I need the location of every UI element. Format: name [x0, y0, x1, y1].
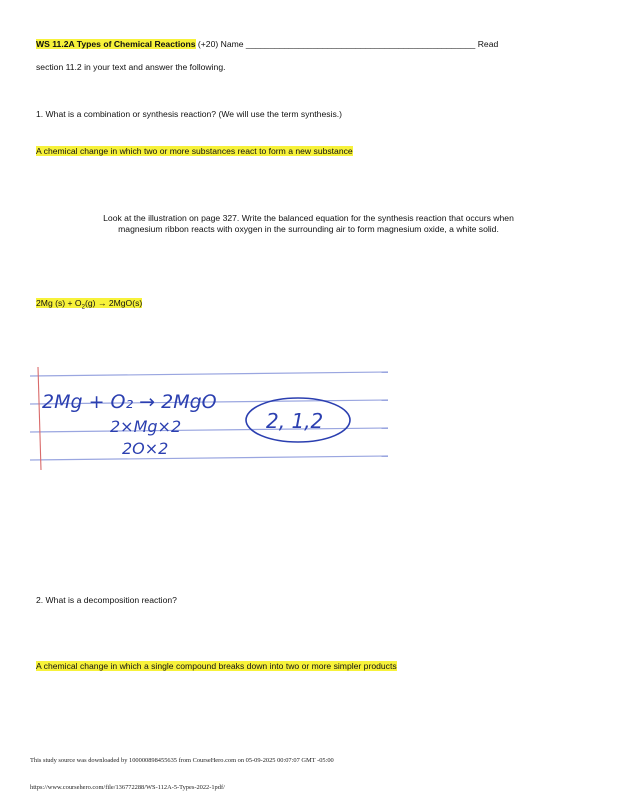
equation-highlight — [36, 298, 143, 311]
equation-left: 2Mg (s) + O — [36, 298, 82, 308]
handwriting-line-2: 2×Mg×2 — [110, 417, 182, 436]
prompt-line-2: magnesium ribbon reacts with oxygen in the surrounding air to form magnesium oxide, a white solid. — [118, 224, 499, 234]
balanced-equation — [36, 298, 142, 314]
answer-2 — [36, 661, 397, 672]
question-1: 1. What is a combination or synthesis reaction? (We will use the term synthesis.) — [36, 109, 342, 119]
illustration-prompt — [36, 213, 581, 235]
download-notice: This study source was downloaded by 100000898455635 from CourseHero.com on 05-09-2025 00:07:07 GMT -05:00 — [30, 757, 334, 764]
handwriting-line-3: 2O×2 — [122, 439, 169, 458]
handwritten-work-image — [30, 362, 390, 472]
points: (+20) — [197, 39, 219, 49]
answer-2-highlight: A chemical change in which a single compound breaks down into two or more simpler products — [36, 661, 397, 671]
worksheet-title: WS 11.2A Types of Chemical Reactions — [36, 39, 196, 49]
answer-1-highlight: A chemical change in which two or more substances react to form a new substance — [36, 146, 353, 156]
prompt-line-1: Look at the illustration on page 327. Write the balanced equation for the synthesis reaction that occurs when — [103, 213, 514, 223]
handwriting-line-1: 2Mg + O₂ → 2MgO — [42, 391, 217, 413]
margin-line — [38, 367, 41, 470]
source-url[interactable]: https://www.coursehero.com/file/136772288/WS-112A-5-Types-2022-1pdf/ — [30, 784, 225, 791]
name-field-label: Name ________________________________________________ Read — [220, 39, 499, 49]
instructions-line: section 11.2 in your text and answer the following. — [36, 62, 226, 72]
question-2: 2. What is a decomposition reaction? — [36, 595, 177, 605]
header-line — [36, 39, 498, 50]
paper-line — [30, 372, 388, 376]
answer-1 — [36, 146, 353, 157]
paper-line — [30, 428, 388, 432]
equation-right: (g) → 2MgO(s) — [84, 298, 143, 308]
paper-line — [30, 456, 388, 460]
equation-subscript: 2 — [81, 304, 85, 311]
circled-coefficients: 2, 1,2 — [266, 409, 324, 433]
